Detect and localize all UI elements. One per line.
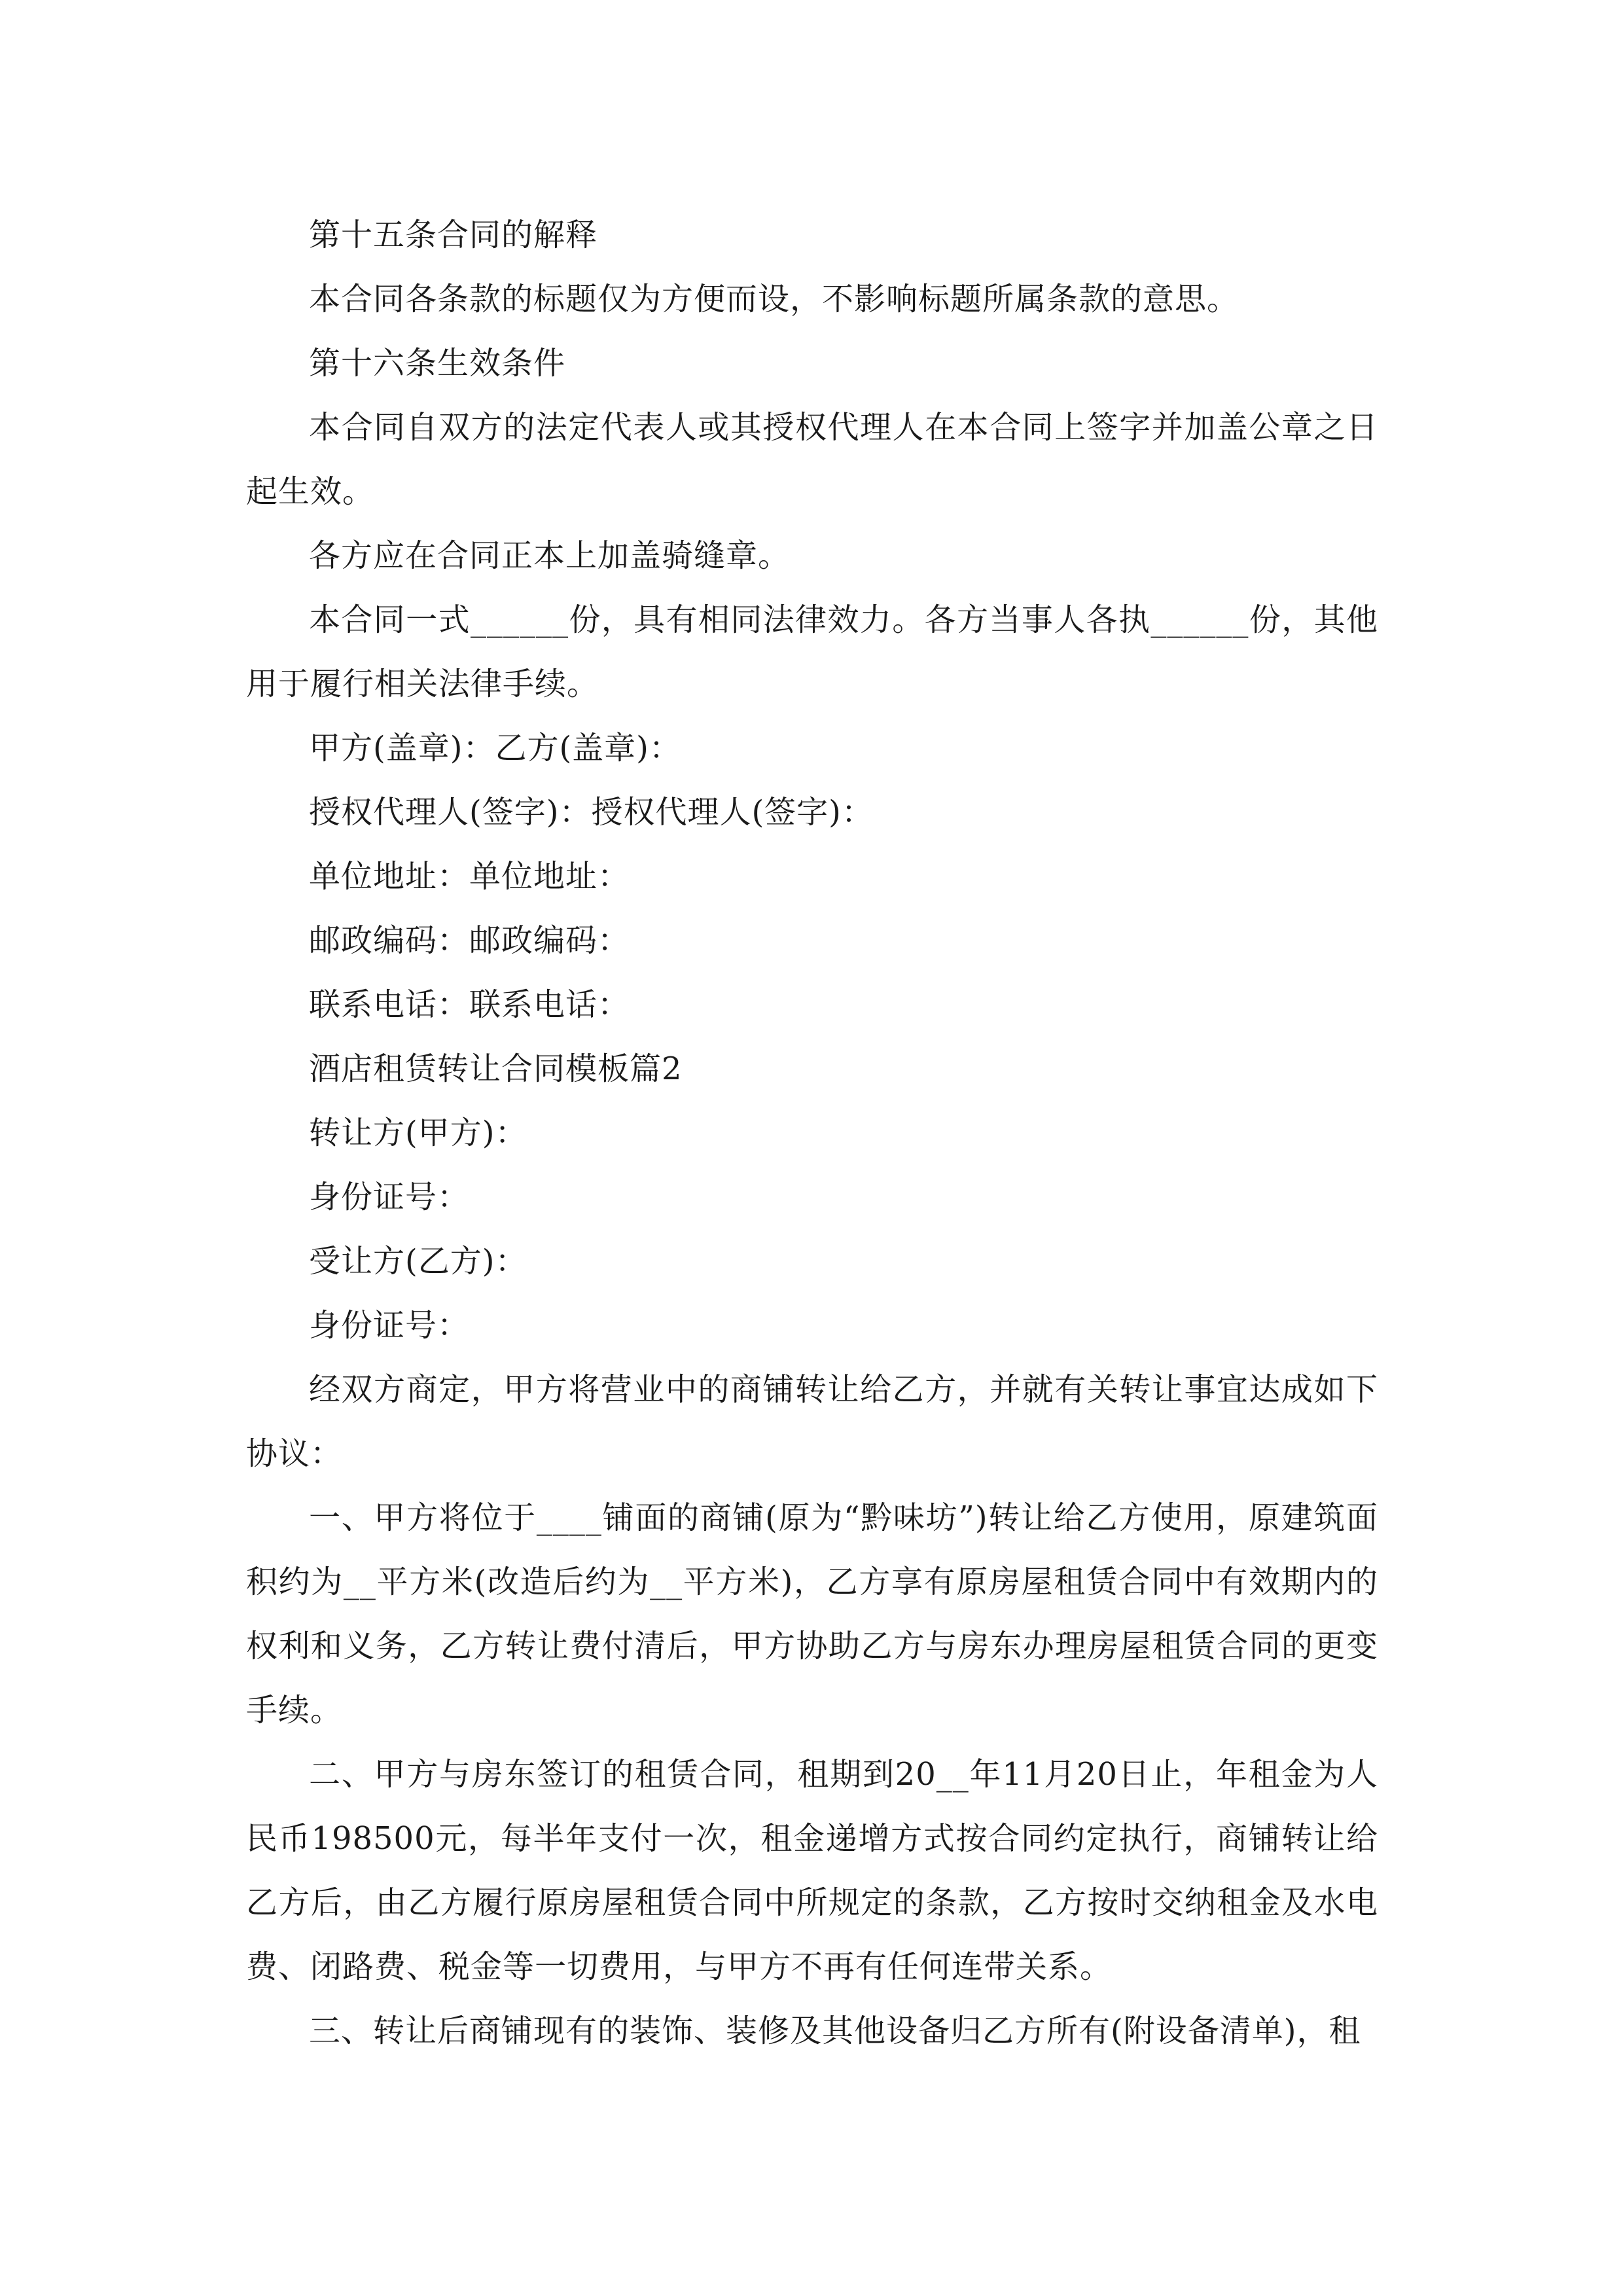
clause-3: 三、转让后商铺现有的装饰、装修及其他设备归乙方所有(附设备清单)，租 xyxy=(309,2013,1361,2049)
section-title: 酒店租赁转让合同模板篇2 xyxy=(309,1050,683,1087)
paragraph: 各方应在合同正本上加盖骑缝章。 xyxy=(309,537,791,574)
party-transferor: 转让方(甲方)： xyxy=(309,1115,527,1151)
heading-article-16: 第十六条生效条件 xyxy=(309,345,566,382)
party-transferee: 受让方(乙方)： xyxy=(309,1243,527,1280)
id-number-line: 身份证号： xyxy=(309,1179,470,1215)
signature-line-postcode: 邮政编码：邮政编码： xyxy=(309,922,630,959)
paragraph: 本合同各条款的标题仅为方便而设，不影响标题所属条款的意思。 xyxy=(309,281,1240,317)
paragraph: 本合同自双方的法定代表人或其授权代理人在本合同上签字并加盖公章之日起生效。 xyxy=(246,409,1378,510)
signature-line-seal: 甲方(盖章)：乙方(盖章)： xyxy=(309,730,681,766)
signature-line-agent: 授权代理人(签字)：授权代理人(签字)： xyxy=(309,794,874,831)
clause-2: 二、甲方与房东签订的租赁合同，租期到20__年11月20日止，年租金为人民币198500元，每半年支付一次，租金递增方式按合同约定执行，商铺转让给乙方后，由乙方履行原房屋租赁合同中所规定的条款，乙方按时交纳租金及水电费、闭路费、税金等一切费用，与甲方不再有任何连带关系。 xyxy=(246,1756,1378,1985)
paragraph: 经双方商定，甲方将营业中的商铺转让给乙方，并就有关转让事宜达成如下协议： xyxy=(246,1371,1378,1472)
document-body xyxy=(246,203,1378,2063)
signature-line-address: 单位地址：单位地址： xyxy=(309,858,630,895)
signature-line-phone: 联系电话：联系电话： xyxy=(309,986,630,1023)
heading-article-15: 第十五条合同的解释 xyxy=(309,217,598,253)
paragraph: 本合同一式______份，具有相同法律效力。各方当事人各执______份，其他用于履行相关法律手续。 xyxy=(246,601,1378,702)
clause-1: 一、甲方将位于____铺面的商铺(原为“黔味坊”)转让给乙方使用，原建筑面积约为__平方米(改造后约为__平方米)，乙方享有原房屋租赁合同中有效期内的权利和义务，乙方转让费付清后，甲方协助乙方与房东办理房屋租赁合同的更变手续。 xyxy=(246,1499,1378,1729)
id-number-line: 身份证号： xyxy=(309,1307,470,1344)
